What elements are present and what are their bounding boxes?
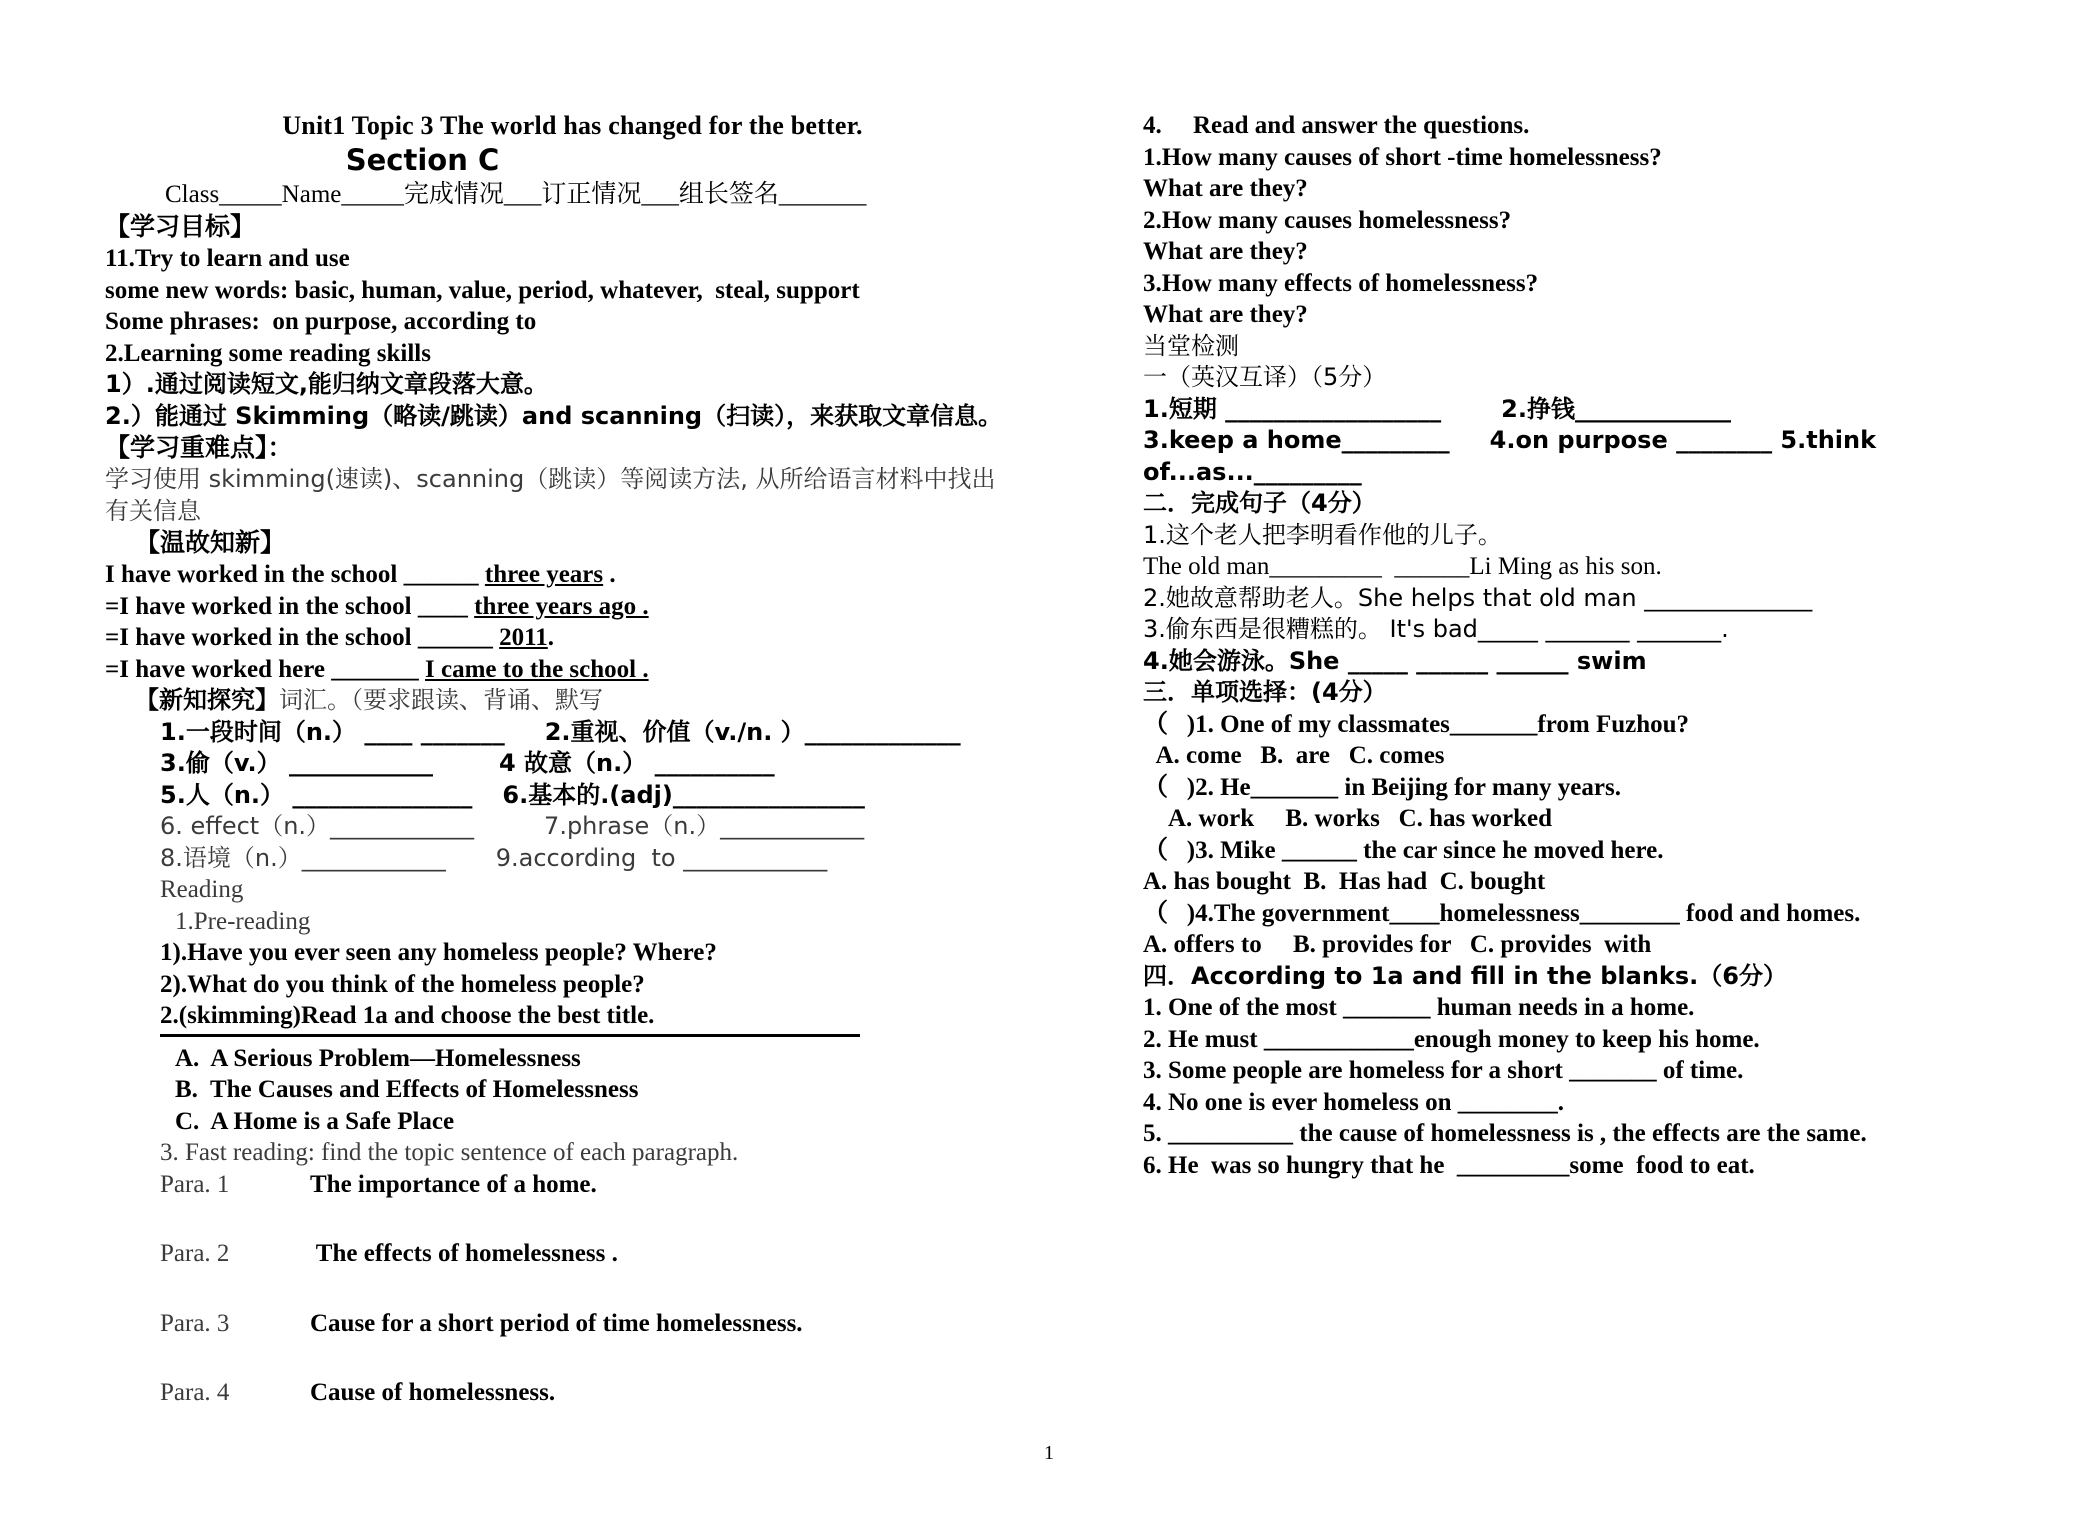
prereading-question: 2).What do you think of the homeless people? [160, 970, 645, 998]
right-column [1143, 110, 2053, 1181]
review-stem: I have worked in the school ______ [105, 561, 485, 588]
choice-question-options: A. work B. works C. has worked [1143, 805, 1553, 832]
fill-blank-item: 2. He must ____________enough money to keep his home. [1143, 1025, 1760, 1053]
complete-sentence: 4.她会游泳。She _____ ______ ______ swim [1143, 646, 1647, 675]
fill-blank-item: 1. One of the most _______ human needs in a home. [1143, 994, 1695, 1021]
translation-row [1143, 394, 2053, 426]
review-tail: . [547, 624, 555, 651]
paragraph-label: Para. 3 [160, 1309, 230, 1337]
fill-blank-item: 4. No one is ever homeless on ________. [1143, 1088, 1565, 1116]
paragraph-row [105, 1238, 1040, 1270]
class-info-line: Class_____Name_____完成情况___订正情况___组长签名_______ [165, 181, 867, 208]
page-title: Unit1 Topic 3 The world has changed for the better. [282, 111, 863, 140]
review-stem: =I have worked here _______ [105, 655, 426, 683]
vocab-right: 4 故意（n.） __________ [498, 749, 775, 777]
objective-line: 11.Try to learn and use [105, 245, 350, 272]
vocab-row [105, 717, 1040, 749]
keypoints-line: 学习使用 skimming(速读)、scanning（跳读）等阅读方法, 从所给语言材料中找出 [105, 465, 996, 493]
objective-line: Some phrases: on purpose, according to [105, 308, 537, 335]
newwords-heading-row [105, 685, 1040, 717]
read-answer-question: What are they? [1143, 238, 1308, 265]
title-choice: A. A Serious Problem—Homelessness [175, 1044, 581, 1072]
review-answer: three years [484, 561, 604, 588]
title-choice: B. The Causes and Effects of Homelessness [175, 1076, 639, 1103]
newwords-heading: 【新知探究】 [135, 686, 279, 714]
vocab-row [105, 748, 1040, 780]
fill-blank-item: 5. __________ the cause of homelessness is , the effects are the same. [1143, 1120, 1867, 1147]
choice-question-options: A. offers to B. provides for C. provides with [1143, 931, 1652, 958]
complete-sentence: 3.偷东西是很糟糕的。 It's bad_____ _______ _______. [1143, 615, 1729, 643]
choice-question-stem: （ )3. Mike ______ the car since he moved here. [1143, 836, 1664, 864]
title-choice: C. A Home is a Safe Place [175, 1107, 455, 1135]
paragraph-topic: Cause for a short period of time homelessness. [310, 1309, 803, 1337]
paragraph-label: Para. 1 [160, 1170, 230, 1198]
vocab-left: 3.偷（v.） ____________ [160, 749, 433, 777]
section-two-heading: 二．完成句子（4分） [1143, 489, 1376, 517]
prereading-label: 1.Pre-reading [175, 907, 311, 935]
paragraph-topic: Cause of homelessness. [310, 1379, 556, 1406]
review-sentence [105, 654, 1040, 686]
review-stem: =I have worked in the school ______ [105, 624, 500, 651]
translation-left: 1.短期 __________________ [1143, 394, 1442, 423]
fill-blank-item: 6. He was so hungry that he _________some food to eat. [1143, 1151, 1755, 1179]
keypoints-line: 有关信息 [105, 496, 201, 525]
review-answer: I came to the school . [425, 655, 649, 683]
review-answer: three years ago . [474, 592, 649, 620]
vocab-left: 1.一段时间（n.） ____ _______ [160, 717, 505, 746]
complete-sentence: The old man_________ ______Li Ming as his son. [1143, 553, 1662, 580]
choice-question-options: A. come B. are C. comes [1143, 742, 1445, 769]
vocab-row [105, 780, 1040, 812]
prereading-question: 1).Have you ever seen any homeless people? Where? [160, 939, 717, 966]
choice-question-stem: （ )1. One of my classmates_______from Fuzhou? [1143, 710, 1690, 738]
paragraph-label: Para. 2 [160, 1240, 230, 1267]
objectives-heading: 【学习目标】 [105, 212, 256, 241]
review-heading: 【温故知新】 [135, 528, 286, 557]
review-answer: 2011 [499, 624, 548, 651]
read-answer-question: 2.How many causes homelessness? [1143, 206, 1512, 234]
choice-question-options: A. has bought B. Has had C. bought [1143, 868, 1546, 895]
read-answer-question: 3.How many effects of homelessness? [1143, 269, 1539, 297]
translation-row [1143, 425, 2053, 488]
newwords-subtitle: 词汇。（要求跟读、背诵、默写 [279, 686, 603, 714]
left-column [105, 110, 1040, 1409]
paragraph-label: Para. 4 [160, 1379, 230, 1406]
review-sentence [105, 622, 1040, 654]
vocab-row [105, 811, 1040, 843]
objective-line: 2.Learning some reading skills [105, 339, 431, 367]
paragraph-row [105, 1169, 1040, 1201]
keypoints-heading: 【学习重难点】： [105, 433, 293, 462]
quiz-heading: 当堂检测 [1143, 331, 1239, 360]
read-answer-question: 1.How many causes of short -time homelessness? [1143, 143, 1662, 171]
paragraph-row [105, 1308, 1040, 1340]
review-stem: =I have worked in the school ____ [105, 592, 475, 620]
read-answer-heading: 4. Read and answer the questions. [1143, 112, 1530, 139]
page-number: 1 [1044, 1442, 1054, 1464]
divider [160, 1034, 860, 1037]
vocab-right: 7.phrase（n.）____________ [544, 812, 865, 840]
translation-right: 2.挣钱_____________ [1501, 394, 1731, 423]
objective-line: 2.）能通过 Skimming（略读/跳读）and scanning（扫读），来获取文章信息。 [105, 401, 1003, 430]
vocab-left: 8.语境（n.）____________ [160, 843, 446, 872]
reading-label: Reading [160, 876, 244, 903]
objective-line: some new words: basic, human, value, period, whatever, steal, support [105, 276, 860, 304]
vocab-right: 2.重视、价值（v./n. ）_____________ [544, 717, 961, 746]
fill-blank-item: 3. Some people are homeless for a short _______ of time. [1143, 1057, 1744, 1084]
vocab-right: 9.according to ____________ [495, 843, 828, 872]
prereading-question: 2.(skimming)Read 1a and choose the best title. [160, 1002, 655, 1029]
translation-right: 4.on purpose ________ 5.think of...as..._________ [1143, 426, 1885, 486]
fastreading-label: 3. Fast reading: find the topic sentence of each paragraph. [160, 1139, 739, 1166]
paragraph-topic: The importance of a home. [310, 1170, 597, 1198]
complete-sentence: 1.这个老人把李明看作他的儿子。 [1143, 520, 1502, 549]
vocab-right: 6.基本的.(adj)________________ [502, 780, 865, 809]
choice-question-stem: （ )4.The government____homelessness________ food and homes. [1143, 899, 1861, 927]
section-four-heading: 四．According to 1a and fill in the blanks.（6分） [1143, 961, 1787, 990]
complete-sentence: 2.她故意帮助老人。She helps that old man ______________ [1143, 583, 1813, 612]
section-three-heading: 三．单项选择：(4分） [1143, 678, 1387, 706]
paragraph-topic: The effects of homelessness . [310, 1240, 618, 1267]
paragraph-row [105, 1377, 1040, 1409]
section-title: Section C [345, 143, 500, 177]
section-one-heading: 一（英汉互译）（5分） [1143, 363, 1387, 391]
review-tail: . [603, 561, 616, 588]
read-answer-question: What are they? [1143, 301, 1308, 328]
objective-line: 1）.通过阅读短文,能归纳文章段落大意。 [105, 370, 548, 398]
vocab-row [105, 843, 1040, 875]
translation-left: 3.keep a home_________ [1143, 426, 1450, 454]
review-sentence [105, 591, 1040, 623]
vocab-left: 5.人（n.） _______________ [160, 780, 473, 809]
vocab-left: 6. effect（n.）____________ [160, 812, 475, 840]
review-sentence [105, 559, 1040, 591]
choice-question-stem: （ )2. He_______ in Beijing for many years. [1143, 773, 1621, 801]
read-answer-question: What are they? [1143, 175, 1308, 202]
